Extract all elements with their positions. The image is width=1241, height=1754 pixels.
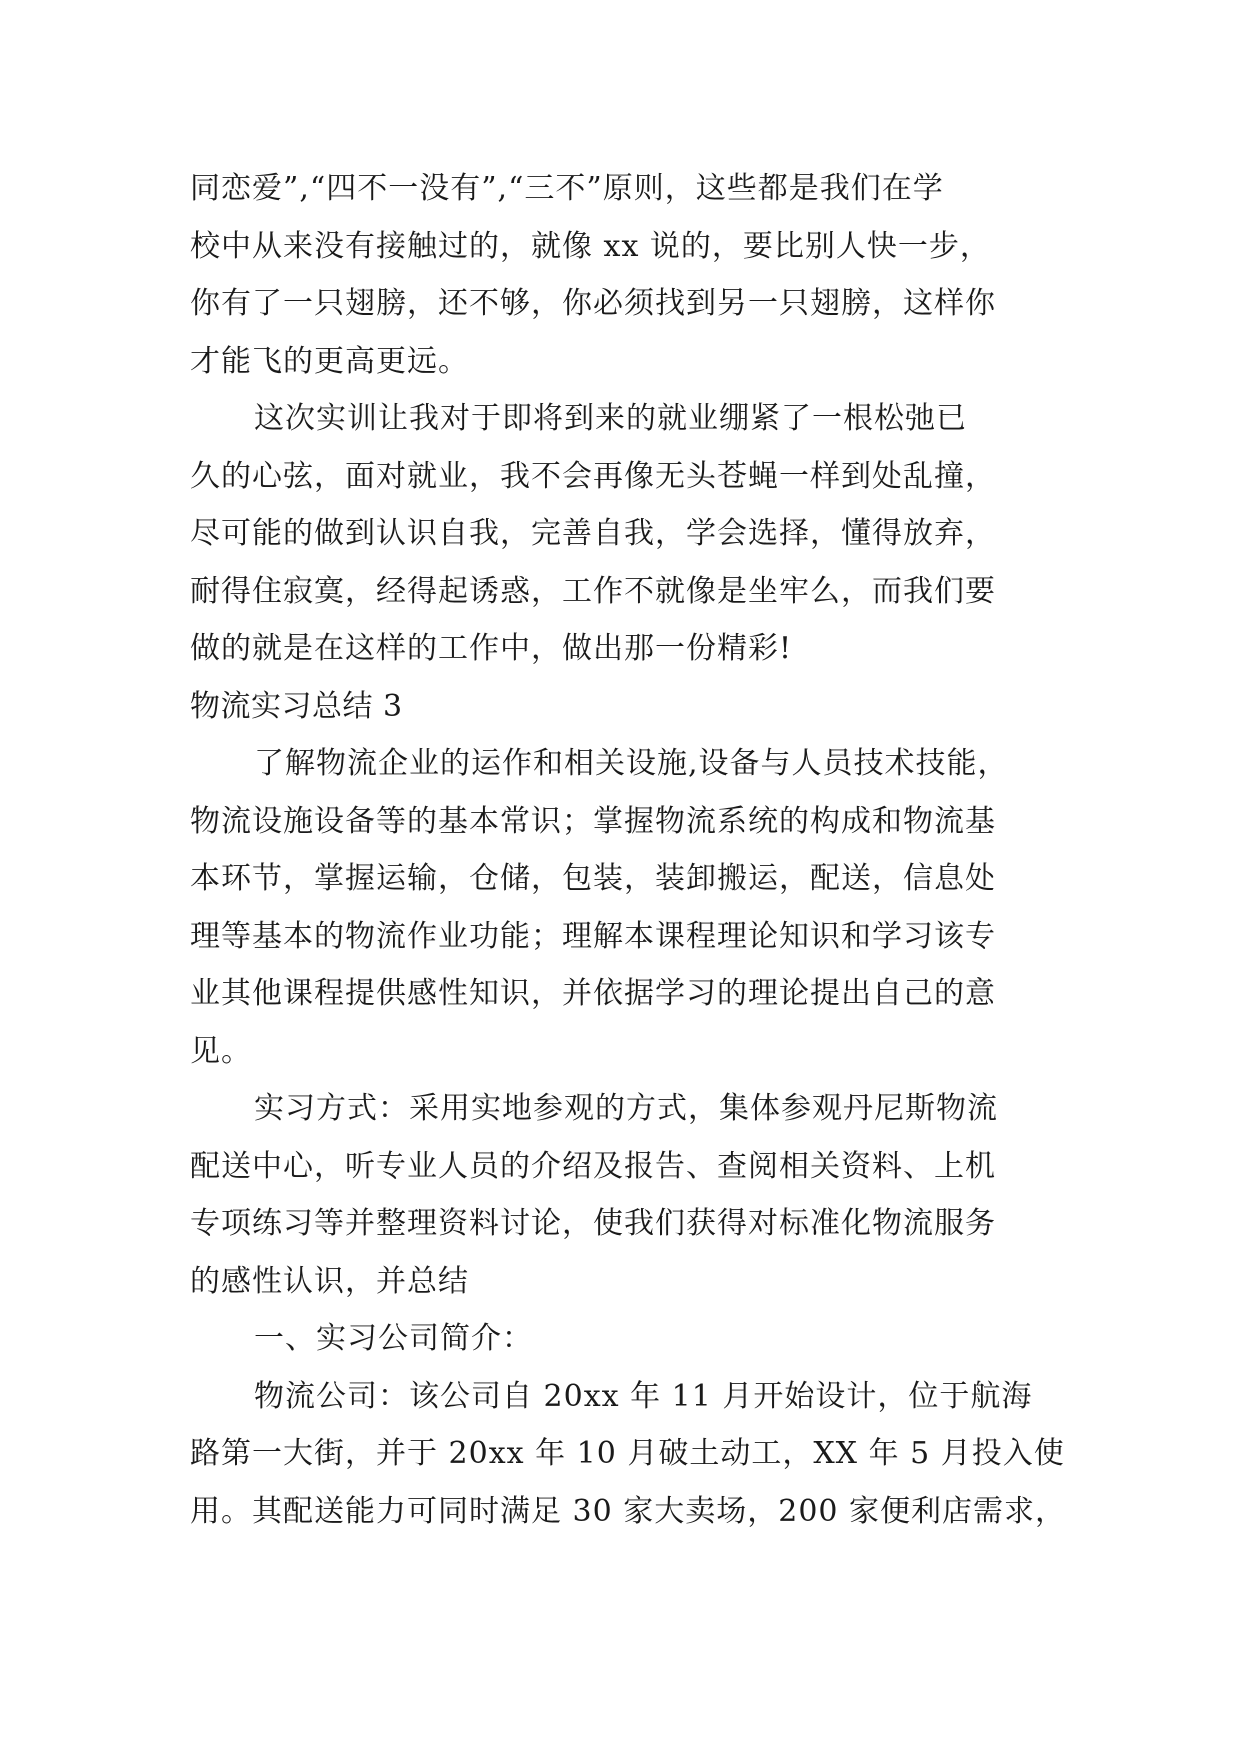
text-line: 这次实训让我对于即将到来的就业绷紧了一根松弛已 (254, 401, 967, 436)
text-line: 物流设施设备等的基本常识；掌握物流系统的构成和物流基 (190, 803, 996, 839)
paragraph (190, 1310, 1060, 1368)
text-line: 专项练习等并整理资料讨论，使我们获得对标准化物流服务 (190, 1206, 996, 1241)
text-line: 做的就是在这样的工作中，做出那一份精彩! (190, 631, 793, 666)
section-heading (190, 678, 1060, 736)
text-line: 业其他课程提供感性知识，并依据学习的理论提出自己的意 (190, 976, 996, 1011)
text-line: 你有了一只翅膀，还不够，你必须找到另一只翅膀，这样你 (190, 286, 996, 321)
text-line: 同恋爱”,“四不一没有”,“三不”原则，这些都是我们在学 (190, 171, 944, 206)
text-line: 久的心弦，面对就业，我不会再像无头苍蝇一样到处乱撞， (190, 458, 996, 494)
text-line: 的感性认识，并总结 (190, 1263, 469, 1299)
text-line: 见。 (190, 1033, 252, 1069)
text-line: 用。其配送能力可同时满足 30 家大卖场，200 家便利店需求， (190, 1493, 1067, 1529)
text-line: 实习方式：采用实地参观的方式，集体参观丹尼斯物流 (254, 1091, 998, 1126)
paragraph (190, 160, 1060, 390)
text-line: 了解物流企业的运作和相关设施,设备与人员技术技能， (254, 746, 1009, 781)
text-line: 路第一大街，并于 20xx 年 10 月破土动工，XX 年 5 月投入使 (190, 1436, 1065, 1471)
text-line: 物流公司：该公司自 20xx 年 11 月开始设计，位于航海 (254, 1378, 1033, 1414)
subsection-heading: 一、实习公司简介： (254, 1321, 533, 1356)
text-line: 才能飞的更高更远。 (190, 343, 469, 379)
text-line: 耐得住寂寞，经得起诱惑，工作不就像是坐牢么，而我们要 (190, 573, 996, 609)
paragraph (190, 735, 1060, 1080)
document-body (190, 160, 1067, 1540)
text-line: 本环节，掌握运输，仓储，包装，装卸搬运，配送，信息处 (190, 861, 996, 896)
text-line: 校中从来没有接触过的，就像 xx 说的，要比别人快一步， (190, 228, 991, 264)
text-line: 理等基本的物流作业功能；理解本课程理论知识和学习该专 (190, 918, 996, 954)
text-line: 配送中心，听专业人员的介绍及报告、查阅相关资料、上机 (190, 1148, 996, 1184)
paragraph (190, 1080, 1060, 1310)
text-line: 尽可能的做到认识自我，完善自我，学会选择，懂得放弃， (190, 516, 996, 551)
paragraph (190, 1368, 1067, 1541)
heading-text: 物流实习总结 3 (190, 688, 403, 724)
paragraph (190, 390, 1060, 678)
